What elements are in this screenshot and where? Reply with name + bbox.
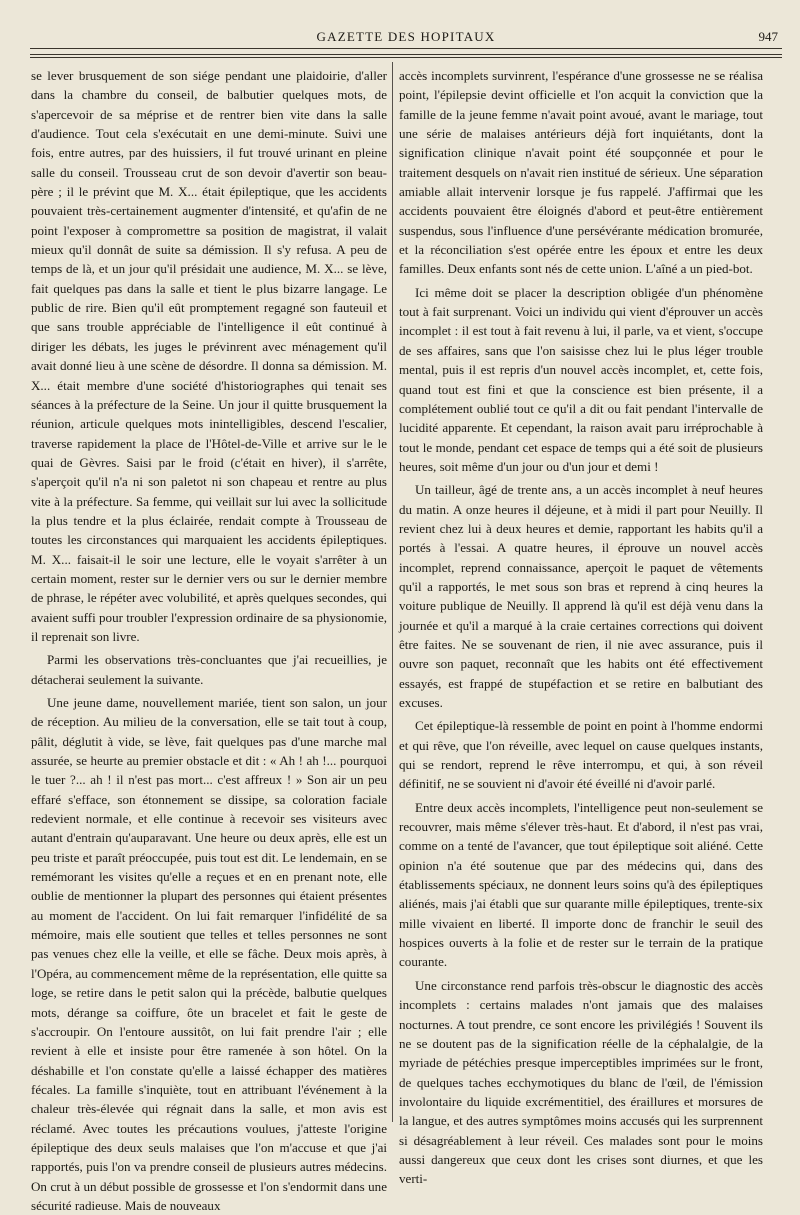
paragraph: accès incomplets survinrent, l'espérance d'une grossesse ne se réalisa point, l'épilepsie devint officielle et l'on acquit la conviction que la famille de la jeune femme n'avait point avoué, avant le mariage, tout une série de malaises antérieurs déjà fort inquiétants, dont la signification clinique n'avait point été soupçonnée et pour le traitement desquels on n'avait rien institué de sérieux. Une séparation amiable allait intervenir lorsque je fus rappelé. J'affirmai que les accidents pouvaient être éloignés d'abord et peut-être entièrement suspendus, sous l'influence d'une persévérante médication bromurée, et la réconciliation s'est opérée entre les époux et entre les deux familles. Deux enfants sont nés de cette union. L'aîné a un pied-bot.: [399, 68, 763, 277]
left-column: [31, 66, 387, 1213]
paragraph: Un tailleur, âgé de trente ans, a un accès incomplet à neuf heures du matin. A onze heures il déjeune, et à midi il part pour Neuilly. Il revient chez lui à deux heures et demie, rapportant les habits qu'il a portés à l'essai. A quatre heures, il éprouve un nouvel accès incomplet, reprend connaissance, aperçoit le paquet de vêtements qu'il a rapportés, le met sous son bras et reprend à cinq heures la voiture publique de Neuilly. Il apprend là qu'il est déjà venu dans la journée et qu'il a marqué à la craie certaines corrections qui doivent être faites. Ne se souvenant de rien, il nie avec assurance, puis il ouvre son paquet, reconnaît que les habits ont été effectivement essayés, est frappé de stupéfaction et se retire en balbutiant des excuses.: [399, 482, 763, 710]
paragraph: se lever brusquement de son siége pendant une plaidoirie, d'aller dans la chambre du conseil, de balbutier quelques mots, de s'apercevoir de sa méprise et de rentrer bien vite dans la salle d'audience. Tout cela s'exécutait en une demi-minute. Suivi une fois, entre autres, par des huissiers, il fut trouvé urinant en pleine salle du conseil. Trousseau crut de son devoir d'avertir son beau-père ; il le prévint que M. X... était épileptique, que les accidents pouvaient très-certainement augmenter d'intensité, et qu'afin de ne point l'exposer à compromettre sa position de magistrat, il valait mieux qu'il donnât de suite sa démission. Il s'y refusa. A peu de temps de là, et un jour qu'il présidait une audience, M. X... se lève, fait quelques pas dans la salle et tient le plus bizarre langage. Le public de rire. Bien qu'il eût promptement regagné son fauteuil et que sans trouble appréciable de l'intelligence il eût continué à diriger les débats, les juges le prévinrent avec ménagement qu'il avait donné lieu à une scène de désordre. Il donna sa démission. M. X... était membre d'une société d'historiographes qui tenait ses séances à la préfecture de la Seine. Un jour il quitte brusquement la réunion, articule quelques mots inintelligibles, descend l'escalier, traverse rapidement la place de l'Hôtel-de-Ville et arrive sur le le quai de Gèvres. Saisi par le froid (c'était en hiver), il s'arrête, s'aperçoit qu'il n'a ni son paletot ni son chapeau et rentre au plus vite à la préfecture. Sa femme, qui veillait sur lui avec la sollicitude la plus tendre et la plus éclairée, rendait compte à Trousseau de toutes les circonstances qui marquaient les accidents épileptiques. M. X... faisait-il le soir une lecture, elle le voyait s'arrêter à un certain moment, rester sur le dernier vers ou sur le dernier membre de phrase, le répéter avec volubilité, et après quelques secondes, qui avaient suffi pour troubler l'expression ordinaire de sa physionomie, il reprenait son livre.: [31, 68, 387, 644]
right-column: [399, 66, 763, 1187]
column-divider: [392, 62, 393, 1122]
header-rule-top: [30, 54, 782, 55]
header-rule-bottom: [30, 57, 782, 58]
paragraph: Cet épileptique-là ressemble de point en point à l'homme endormi et qui rêve, que l'on réveille, avec lequel on cause quelques instants, qui se rendort, reprend le rêve interrompu, et qui, à son réveil définitif, ne se souvient ni d'avoir été éveillé ni d'avoir parlé.: [399, 718, 763, 792]
journal-title: GAZETTE DES HOPITAUX: [316, 29, 496, 44]
running-header: [30, 26, 782, 49]
paragraph: Une jeune dame, nouvellement mariée, tient son salon, un jour de réception. Au milieu de la conversation, elle se tait tout à coup, pâlit, déglutit à vide, se lève, fait quelques pas d'une marche mal assurée, se heurte au premier obstacle et dit : « Ah ! ah !... pourquoi le tuer ?... ah ! il n'est pas mort... c'est affreux ! » Son air un peu effaré s'efface, son étonnement se dissipe, sa coloration faciale redevient normale, et elle continue à recevoir ses visiteurs avec autant d'entrain qu'auparavant. Une heure ou deux après, elle est un peu triste et paraît préoccupée, puis tout est dit. Le lendemain, en se remémorant les visites qu'elle a reçues et en en prenant note, elle oublie de mentionner la plupart des personnes qui étaient présentes au moment de l'accident. On lui fait remarquer l'infidélité de sa mémoire, mais elle soutient que telles et telles personnes ne sont pas venues chez elle la veille, et elle se fâche. Deux mois après, à l'Opéra, au commencement même de la représentation, elle quitte sa loge, se retire dans le petit salon qui la précède, balbutie quelques mots, dérange sa coiffure, ôte un bracelet et fait le geste de s'accroupir. On l'entoure aussitôt, on lui fait prendre l'air ; elle revient à elle et insiste pour être ramenée à son hôtel. On la déshabille et l'on constate qu'elle a laissé échapper des matières fécales. La famille s'inquiète, tout en attribuant l'événement à la chaleur très-élevée qui régnait dans la salle, et mon avis est réclamé. Avec toutes les précautions voulues, j'atteste l'origine épileptique des deux seuls malaises que l'on m'accuse et que j'ai rapportés, puis l'on va prendre conseil de plusieurs autres médecins. On crut à un début possible de grossesse et l'on s'endormit dans une sécurité radieuse. Mais de nouveaux: [31, 695, 387, 1213]
page-number: 947: [758, 29, 778, 44]
paragraph: Parmi les observations très-concluantes que j'ai recueillies, je détacherai seulement la suivante.: [31, 652, 387, 687]
paragraph: Ici même doit se placer la description obligée d'un phénomène tout à fait surprenant. Voici un individu qui vient d'éprouver un accès incomplet : il est tout à fait revenu à lui, il parle, va et vient, s'occupe de ses affaires, sans que l'on saisisse chez lui le plus léger trouble mental, puis il est repris d'un nouvel accès incomplet, et, cette fois, quand tout est fini et que la conscience est bien présente, il a complétement oublié tout ce qu'il a dit ou fait pendant l'intervalle de lucidité apparente. Et cependant, la raison avait paru irréprochable à tout le monde, pendant cet espace de temps qui a été soit de plusieurs heures, soit même d'un jour ou d'un jour et demi !: [399, 284, 763, 474]
paragraph: Entre deux accès incomplets, l'intelligence peut non-seulement se recouvrer, mais même s'élever très-haut. Et d'abord, il n'est pas vrai, comme on a tenté de l'avancer, que tout épileptique soit aliéné. Cette opinion n'a été soutenue que par des médecins qui, dans des établissements spéciaux, ne donnent leurs soins qu'à des épileptiques aliénés, mais j'ai établi que sur quarante mille épileptiques, trente-six mille vivaient en liberté. Il importe donc de franchir le seuil des hospices ouverts à la folie et de rester sur le terrain de la pratique courante.: [399, 799, 763, 970]
paragraph: Une circonstance rend parfois très-obscur le diagnostic des accès incomplets : certains malades n'ont jamais que des malaises nocturnes. A tout prendre, ce sont encore les privilégiés ! Souvent ils ne se doutent pas de la signification réelle de la céphalalgie, de la myriade de pétéchies presque imperceptibles imprimées sur le front, de quelques taches ecchymotiques du blanc de l'œil, de l'émission involontaire du liquide excrémentitiel, des éraillures et morsures de la langue, et des autres symptômes moins accusés qui les surprennent si désagréablement à leur réveil. Ces malades sont pour le moins aussi dangereux que ceux dont les crises sont diurnes, et que les verti-: [399, 977, 763, 1187]
